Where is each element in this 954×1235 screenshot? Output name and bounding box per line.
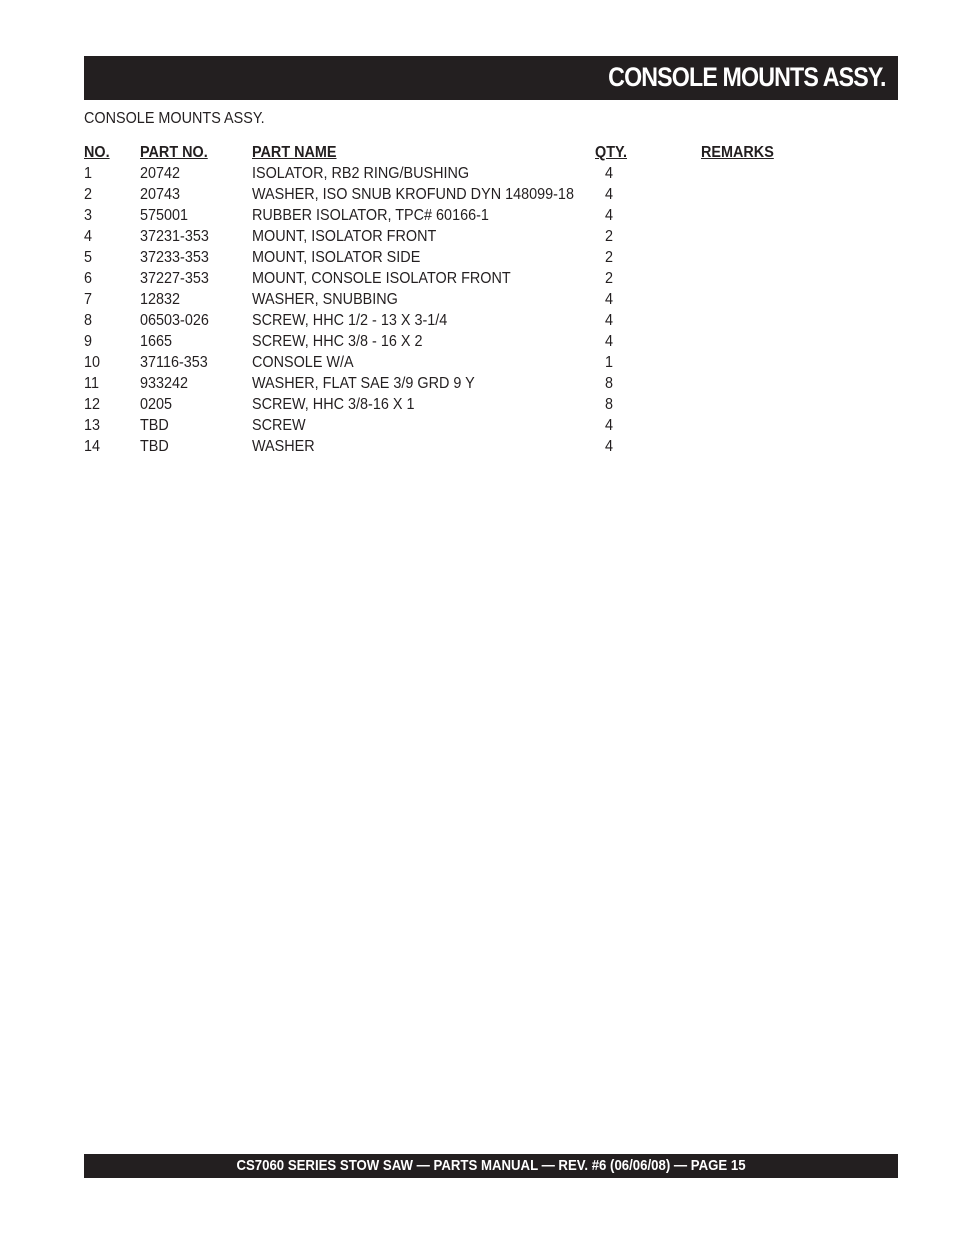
cell-qty: 4 (605, 207, 614, 224)
table-row (84, 247, 844, 268)
table-row (84, 205, 844, 226)
cell-part-name: SCREW, HHC 3/8-16 X 1 (252, 396, 415, 413)
cell-part-name: WASHER, SNUBBING (252, 291, 398, 308)
table-row (84, 373, 844, 394)
column-header-part-name: PART NAME (252, 144, 337, 161)
cell-part-name: WASHER (252, 438, 315, 455)
cell-part-no: TBD (140, 438, 169, 455)
cell-no: 3 (84, 207, 93, 224)
cell-part-no: 37116-353 (140, 354, 208, 371)
cell-part-no: 20743 (140, 186, 181, 203)
cell-no: 1 (84, 165, 93, 182)
parts-table (84, 142, 844, 457)
cell-qty: 8 (605, 396, 614, 413)
cell-qty: 4 (605, 291, 614, 308)
cell-part-name: SCREW, HHC 1/2 - 13 X 3-1/4 (252, 312, 448, 329)
cell-no: 7 (84, 291, 93, 308)
cell-no: 10 (84, 354, 101, 371)
cell-qty: 4 (605, 165, 614, 182)
table-row (84, 415, 844, 436)
cell-qty: 4 (605, 186, 614, 203)
cell-no: 6 (84, 270, 93, 287)
cell-no: 12 (84, 396, 101, 413)
cell-qty: 4 (605, 438, 614, 455)
cell-part-no: 575001 (140, 207, 189, 224)
cell-part-name: WASHER, FLAT SAE 3/9 GRD 9 Y (252, 375, 475, 392)
cell-qty: 8 (605, 375, 614, 392)
table-row (84, 310, 844, 331)
table-row (84, 331, 844, 352)
cell-part-name: MOUNT, ISOLATOR FRONT (252, 228, 437, 245)
cell-qty: 4 (605, 333, 614, 350)
cell-qty: 4 (605, 312, 614, 329)
cell-part-name: ISOLATOR, RB2 RING/BUSHING (252, 165, 470, 182)
table-row (84, 394, 844, 415)
column-header-no: NO. (84, 144, 110, 161)
cell-no: 14 (84, 438, 101, 455)
cell-part-no: 06503-026 (140, 312, 209, 329)
cell-part-name: WASHER, ISO SNUB KROFUND DYN 148099-18 (252, 186, 574, 203)
table-header-row (84, 142, 844, 163)
cell-qty: 2 (605, 228, 614, 245)
cell-no: 11 (84, 375, 99, 392)
cell-part-name: MOUNT, CONSOLE ISOLATOR FRONT (252, 270, 511, 287)
cell-qty: 4 (605, 417, 614, 434)
column-header-part-no: PART NO. (140, 144, 208, 161)
cell-qty: 2 (605, 249, 614, 266)
cell-part-no: 1665 (140, 333, 173, 350)
footer-text: CS7060 SERIES STOW SAW — PARTS MANUAL — REV. #6 (06/06/08) — PAGE 15 (236, 1157, 746, 1174)
cell-part-no: 20742 (140, 165, 181, 182)
cell-part-no: 37231-353 (140, 228, 209, 245)
table-row (84, 436, 844, 457)
cell-part-no: 12832 (140, 291, 181, 308)
cell-part-no: TBD (140, 417, 169, 434)
table-row (84, 184, 844, 205)
cell-no: 8 (84, 312, 93, 329)
table-row (84, 268, 844, 289)
cell-part-name: SCREW (252, 417, 306, 434)
cell-no: 4 (84, 228, 93, 245)
cell-no: 9 (84, 333, 93, 350)
cell-part-name: SCREW, HHC 3/8 - 16 X 2 (252, 333, 423, 350)
cell-qty: 2 (605, 270, 614, 287)
cell-part-no: 37227-353 (140, 270, 209, 287)
cell-part-name: RUBBER ISOLATOR, TPC# 60166-1 (252, 207, 489, 224)
cell-no: 5 (84, 249, 93, 266)
cell-part-no: 37233-353 (140, 249, 209, 266)
table-row (84, 289, 844, 310)
cell-no: 2 (84, 186, 93, 203)
section-subtitle: CONSOLE MOUNTS ASSY. (84, 110, 265, 127)
column-header-remarks: REMARKS (701, 144, 774, 161)
cell-qty: 1 (605, 354, 614, 371)
column-header-qty: QTY. (595, 144, 628, 161)
cell-no: 13 (84, 417, 101, 434)
table-row (84, 163, 844, 184)
table-row (84, 226, 844, 247)
cell-part-no: 933242 (140, 375, 189, 392)
page-title-bar (84, 56, 898, 100)
cell-part-no: 0205 (140, 396, 173, 413)
table-body (84, 163, 844, 457)
cell-part-name: CONSOLE W/A (252, 354, 354, 371)
table-row (84, 352, 844, 373)
cell-part-name: MOUNT, ISOLATOR SIDE (252, 249, 421, 266)
page-title: CONSOLE MOUNTS ASSY. (608, 62, 886, 92)
footer-bar (84, 1154, 898, 1178)
